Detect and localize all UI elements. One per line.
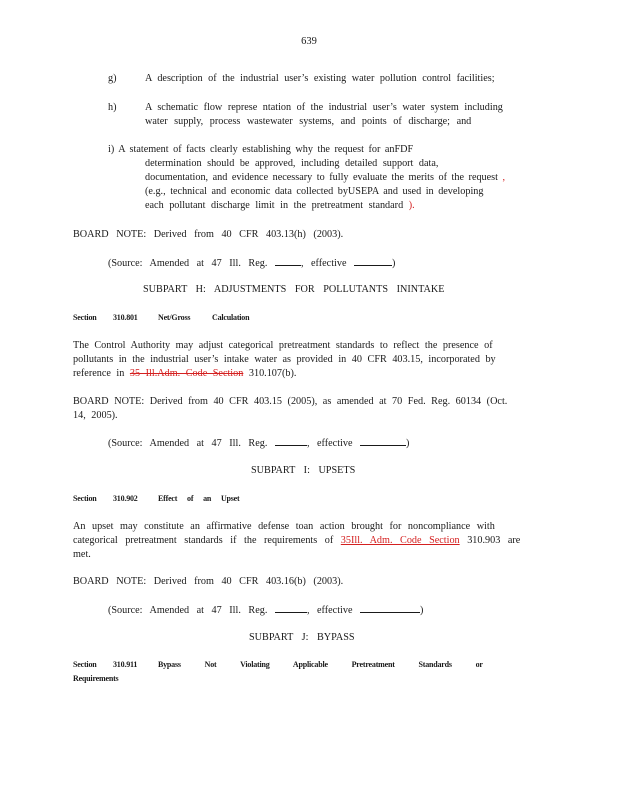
section-310-801-title2: Calculation bbox=[212, 313, 250, 322]
page-number: 639 bbox=[301, 36, 317, 47]
source-1-reg-blank bbox=[275, 256, 301, 266]
source-2-date-blank bbox=[360, 436, 406, 446]
para-801-struck-citation: 35 Ill.Adm. Code Section bbox=[129, 368, 244, 379]
source-1-suffix: ) bbox=[392, 258, 396, 269]
item-i-line5 bbox=[145, 199, 415, 212]
item-h-marker: h) bbox=[108, 102, 117, 113]
para-902-line2 bbox=[73, 534, 520, 547]
source-3-date-blank bbox=[360, 603, 420, 613]
para-801-line3 bbox=[73, 367, 296, 380]
item-i-line1: i) A statement of facts clearly establishing why the request for anFDF bbox=[108, 144, 414, 155]
para-801-line3-a: reference in bbox=[73, 368, 125, 379]
item-g-marker: g) bbox=[108, 73, 117, 84]
subpart-h-heading: SUBPART H: ADJUSTMENTS FOR POLLUTANTS ININTAKE bbox=[143, 284, 445, 295]
source-note-2 bbox=[108, 436, 409, 450]
board-note-2-line2: 14, 2005). bbox=[73, 410, 118, 421]
para-902-inserted-citation: 35Ill. Adm. Code Section bbox=[340, 535, 460, 546]
source-2-reg-blank bbox=[275, 436, 307, 446]
source-2-mid: , effective bbox=[306, 438, 353, 449]
para-902-line1: An upset may constitute an affirmative defense toan action brought for noncompliance with bbox=[73, 521, 495, 532]
source-3-mid: , effective bbox=[306, 605, 353, 616]
para-801-line1: The Control Authority may adjust categorical pretreatment standards to reflect the presence of bbox=[73, 340, 493, 351]
board-note-3: BOARD NOTE: Derived from 40 CFR 403.16(b) (2003). bbox=[73, 576, 344, 587]
item-g-text: A description of the industrial user’s existing water pollution control facilities; bbox=[145, 73, 495, 84]
item-i-line2: determination should be approved, including detailed support data, bbox=[145, 158, 439, 169]
para-902-line2-b: 310.903 are bbox=[467, 535, 521, 546]
source-3-prefix: (Source: Amended at 47 Ill. Reg. bbox=[108, 605, 268, 616]
board-note-2-line1: BOARD NOTE: Derived from 40 CFR 403.15 (2005), as amended at 70 Fed. Reg. 60134 (Oct. bbox=[73, 396, 508, 407]
source-3-reg-blank bbox=[275, 603, 307, 613]
item-i-line4: (e.g., technical and economic data collected byUSEPA and used in developing bbox=[145, 186, 484, 197]
source-1-prefix: (Source: Amended at 47 Ill. Reg. bbox=[108, 258, 268, 269]
item-i-line3-text: documentation, and evidence necessary to fully evaluate the merits of the request bbox=[145, 172, 498, 183]
board-note-1: BOARD NOTE: Derived from 40 CFR 403.13(h) (2003). bbox=[73, 229, 344, 240]
subpart-i-heading: SUBPART I: UPSETS bbox=[251, 465, 356, 476]
item-i-line3-mark: , bbox=[502, 172, 506, 183]
item-h-line1: A schematic flow represe ntation of the industrial user’s water system including bbox=[145, 102, 503, 113]
source-note-3 bbox=[108, 603, 423, 617]
source-2-suffix: ) bbox=[406, 438, 410, 449]
para-801-line2: pollutants in the industrial user’s intake water as provided in 40 CFR 403.15, incorporated by bbox=[73, 354, 496, 365]
section-310-801-title: Net/Gross bbox=[158, 313, 191, 322]
section-310-911-title-line1: Bypass Not Violating Applicable Pretreatment Standards or bbox=[158, 660, 483, 669]
source-2-prefix: (Source: Amended at 47 Ill. Reg. bbox=[108, 438, 268, 449]
source-3-suffix: ) bbox=[420, 605, 424, 616]
item-i-line5-text: each pollutant discharge limit in the pretreatment standard bbox=[145, 200, 404, 211]
item-h-line2: water supply, process wastewater systems, and points of discharge; and bbox=[145, 116, 472, 127]
section-310-902-title: Effect of an Upset bbox=[158, 494, 240, 503]
section-310-801-label: Section bbox=[73, 313, 97, 322]
para-902-line2-a: categorical pretreatment standards if the requirements of bbox=[73, 535, 334, 546]
section-310-911-label: Section bbox=[73, 660, 97, 669]
item-i-line5-mark: ). bbox=[408, 200, 415, 211]
section-310-902-number: 310.902 bbox=[113, 494, 138, 503]
subpart-j-heading: SUBPART J: BYPASS bbox=[249, 632, 355, 643]
section-310-801-number: 310.801 bbox=[113, 313, 138, 322]
source-1-date-blank bbox=[354, 256, 392, 266]
section-310-902-label: Section bbox=[73, 494, 97, 503]
section-310-911-title-line2: Requirements bbox=[73, 674, 119, 683]
item-i-line3 bbox=[145, 171, 505, 184]
section-310-911-number: 310.911 bbox=[113, 660, 138, 669]
source-note-1 bbox=[108, 256, 395, 270]
para-902-line3: met. bbox=[73, 549, 91, 560]
para-801-line3-b: 310.107(b). bbox=[248, 368, 297, 379]
source-1-mid: , effective bbox=[300, 258, 347, 269]
